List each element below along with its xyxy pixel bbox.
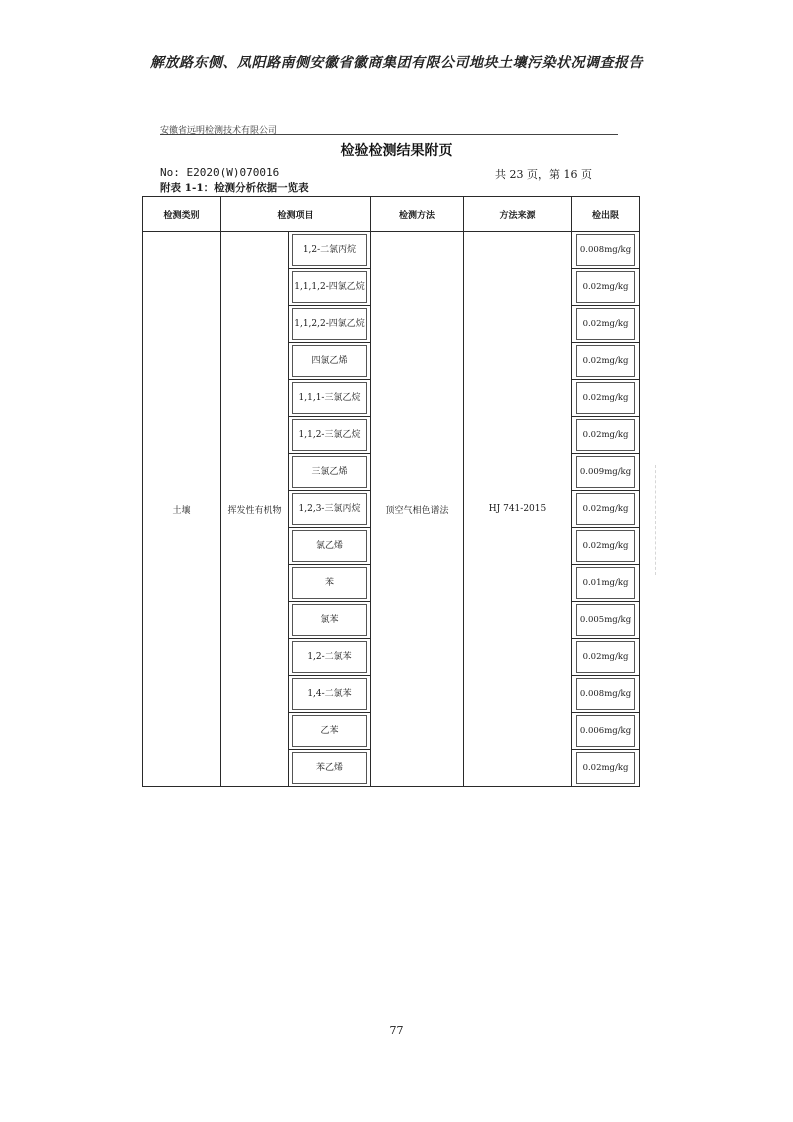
table-row [143, 232, 640, 269]
item-cell [289, 380, 371, 417]
item-name: 乙苯 [292, 715, 367, 747]
item-cell [289, 417, 371, 454]
limit-cell [572, 454, 640, 491]
header-item: 检测项目 [221, 197, 371, 232]
item-cell [289, 602, 371, 639]
item-cell [289, 454, 371, 491]
limit-value: 0.02mg/kg [576, 530, 635, 562]
source-cell: HJ 741-2015 [464, 232, 572, 787]
page-number: 77 [389, 1024, 404, 1037]
limit-cell [572, 380, 640, 417]
limit-value: 0.01mg/kg [576, 567, 635, 599]
item-cell [289, 232, 371, 269]
limit-value: 0.008mg/kg [576, 678, 635, 710]
table-header-row [143, 197, 640, 232]
limit-cell [572, 639, 640, 676]
item-cell [289, 306, 371, 343]
limit-cell [572, 232, 640, 269]
header-limit: 检出限 [572, 197, 640, 232]
item-name: 三氯乙烯 [292, 456, 367, 488]
category-cell: 土壤 [143, 232, 221, 787]
limit-value: 0.009mg/kg [576, 456, 635, 488]
limit-cell [572, 491, 640, 528]
results-table [142, 196, 640, 787]
item-name: 1,1,2-三氯乙烷 [292, 419, 367, 451]
item-cell [289, 639, 371, 676]
limit-value: 0.02mg/kg [576, 641, 635, 673]
limit-cell [572, 750, 640, 787]
limit-value: 0.005mg/kg [576, 604, 635, 636]
item-name: 苯乙烯 [292, 752, 367, 784]
limit-cell [572, 602, 640, 639]
document-title: 检验检测结果附页 [340, 143, 453, 159]
page-info: 共 23 页，第 16 页 [495, 168, 592, 181]
item-cell [289, 491, 371, 528]
item-name: 1,4-二氯苯 [292, 678, 367, 710]
item-cell [289, 565, 371, 602]
company-rule [160, 134, 618, 135]
item-name: 1,1,2,2-四氯乙烷 [292, 308, 367, 340]
limit-cell [572, 343, 640, 380]
table-body [143, 232, 640, 787]
company-name: 安徽省远明检测技术有限公司 [160, 126, 278, 136]
item-cell [289, 269, 371, 306]
limit-cell [572, 269, 640, 306]
limit-cell [572, 528, 640, 565]
limit-cell [572, 306, 640, 343]
limit-cell [572, 565, 640, 602]
limit-value: 0.02mg/kg [576, 345, 635, 377]
limit-value: 0.008mg/kg [576, 234, 635, 266]
limit-value: 0.006mg/kg [576, 715, 635, 747]
item-name: 1,1,1,2-四氯乙烷 [292, 271, 367, 303]
limit-value: 0.02mg/kg [576, 493, 635, 525]
group-cell: 挥发性有机物 [221, 232, 289, 787]
limit-cell [572, 417, 640, 454]
item-cell [289, 343, 371, 380]
item-name: 1,2,3-三氯丙烷 [292, 493, 367, 525]
scan-edge-marks [655, 465, 662, 575]
item-cell [289, 528, 371, 565]
table-caption: 附表 1-1：检测分析依据一览表 [160, 182, 309, 194]
item-name: 苯 [292, 567, 367, 599]
limit-cell [572, 713, 640, 750]
item-name: 氯乙烯 [292, 530, 367, 562]
item-cell [289, 676, 371, 713]
limit-cell [572, 676, 640, 713]
item-cell [289, 750, 371, 787]
item-name: 氯苯 [292, 604, 367, 636]
header-category: 检测类别 [143, 197, 221, 232]
limit-value: 0.02mg/kg [576, 271, 635, 303]
header-method: 检测方法 [371, 197, 464, 232]
limit-value: 0.02mg/kg [576, 308, 635, 340]
running-header: 解放路东侧、凤阳路南侧安徽省徽商集团有限公司地块土壤污染状况调查报告 [150, 55, 643, 71]
item-name: 1,2-二氯苯 [292, 641, 367, 673]
limit-value: 0.02mg/kg [576, 382, 635, 414]
limit-value: 0.02mg/kg [576, 419, 635, 451]
report-number: No: E2020(W)070016 [160, 166, 280, 179]
item-name: 四氯乙烯 [292, 345, 367, 377]
item-name: 1,2-二氯丙烷 [292, 234, 367, 266]
limit-value: 0.02mg/kg [576, 752, 635, 784]
method-cell: 顶空气相色谱法 [371, 232, 464, 787]
header-source: 方法来源 [464, 197, 572, 232]
item-name: 1,1,1-三氯乙烷 [292, 382, 367, 414]
item-cell [289, 713, 371, 750]
